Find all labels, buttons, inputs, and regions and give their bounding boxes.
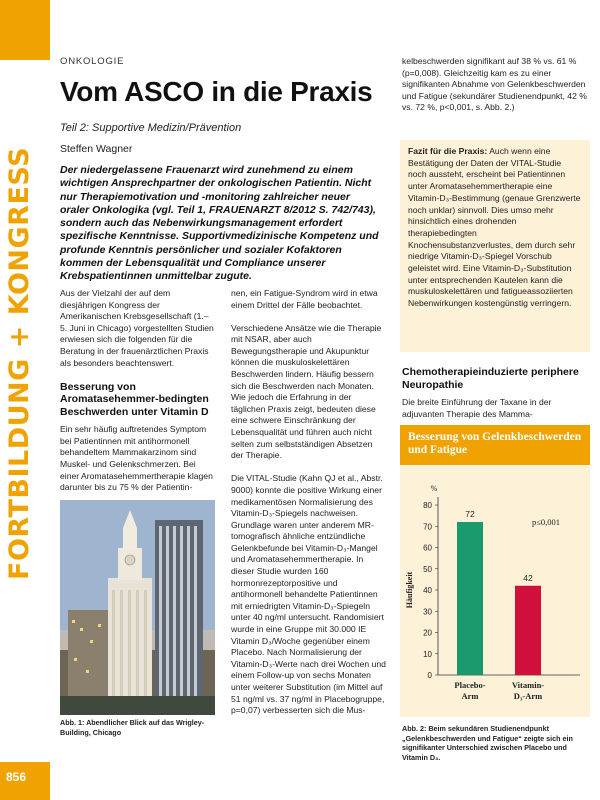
- bar-2: [515, 586, 541, 675]
- chart-bars: [454, 509, 544, 701]
- paragraph: nen, ein Fatigue-Syndrom wird in etwa einem Drittel der Fälle beobachtet.: [231, 288, 378, 310]
- y-axis-label: Häufigkeit: [405, 571, 414, 609]
- article-subtitle: Teil 2: Supportive Medizin/Prävention: [60, 122, 242, 134]
- paragraph: Ein sehr häufig auftretendes Symptom bei Patientinnen mit antihormonell behandeltem Mammakarzinom sind Muskel- und Gelenkschmerzen. Bei einer Aromatasehemmertherapie klagen darunter bis zu 75 % der Patientin-: [60, 424, 213, 493]
- x-tick-label-line1: Vitamin-: [511, 680, 545, 690]
- x-tick-label-line2: Arm: [461, 691, 479, 701]
- y-tick-label: 80: [423, 501, 432, 510]
- column-3-top: [402, 56, 587, 125]
- fazit-box: [400, 140, 590, 352]
- wrigley-building-photo: [60, 500, 215, 715]
- photo-caption: Abb. 1: Abendlicher Blick auf das Wrigley-Building, Chicago: [60, 718, 205, 737]
- y-tick-label: 60: [423, 543, 432, 553]
- y-tick-label: 50: [423, 564, 432, 574]
- paragraph: Verschiedene Ansätze wie die Therapie mit NSAR, aber auch Bewegungstherapie und Akupunktur können die muskuloskelettären Beschwerden lindern. Häufig bessern sich die Beschwerden nach Monaten. Wie jedoch die Erfahrung in der täglichen Praxis zeigt, bedeuten diese eine schwere Einschränkung der Lebensqualität und führen auch nicht selten zum selbstständigen Absetzen der Therapie.: [231, 322, 382, 461]
- y-tick-label: 10: [423, 649, 432, 659]
- data-label: 72: [465, 509, 475, 519]
- paragraph: Die VITAL-Studie (Kahn QJ et al., Abstr. 9000) konnte die positive Wirkung einer medikamentösen Normalisierung des Vitamin-D₃-Spiegels nachweisen. Grundlage waren unter anderem MR-tomografisch ähnliche entzündliche Gelenkbefunde bei Vitamin-D₃-Mangel und Aromatasehemmertherapie. In dieser Studie wurden 160 hormonrezeptorpositive und antihormonell behandelte Patientinnen mit erniedrigten Vitamin-D₃-Spiegeln unter 40 ng/ml untersucht. Randomisiert wurde in eine Gruppe mit 30.000 IE Vitamin D₃/Woche gegenüber einem Placebo. Nach Normalisierung der Vitamin-D₃-Werte nach drei Wochen und einem Follow-up von sechs Monaten unter weiterer Substitution (im Mittel auf 51 ng/ml vs. 37 ng/ml in Placebogruppe, p=0,07) verbesserten sich die Mus-: [231, 473, 386, 716]
- column-1: [60, 288, 215, 505]
- subheading: Besserung von Aromatasehemmer-bedingten Beschwerden unter Vitamin D: [60, 380, 209, 418]
- paragraph: Die breite Einführung der Taxane in der adjuvanten Therapie des Mamma-: [402, 397, 552, 419]
- bar-chart: [400, 465, 590, 717]
- sidebar: [0, 0, 50, 800]
- fazit-label: Fazit für die Praxis:: [408, 146, 488, 156]
- x-tick-label-line2: D₃-Arm: [513, 691, 543, 701]
- author: Steffen Wagner: [60, 143, 133, 155]
- fazit-text: Auch wenn eine Bestätigung der Daten der VITAL-Studie noch aussteht, erscheint bei Patientinnen unter Aromatasehemmertherapie eine Vitamin-D₃-Bestimmung (genaue Grenzwerte noch unklar) sinnvoll. Dies umso mehr hinsichtlich eines drohenden therapiebedingten Knochensubstanzverlustes, dem durch sehr niedrige Vitamin-D₃-Spiegel Vorschub geleistet wird. Eine Vitamin-D₃-Substitution unter entsprechenden Kautelen kann die muskuloskelettären und fatigueassoziierten Nebenwirkungen kostengünstig verringern.: [408, 146, 581, 309]
- section-label: ONKOLOGIE: [60, 56, 125, 67]
- data-label: 42: [523, 572, 533, 583]
- sidebar-title: FORTBILDUNG + KONGRESS: [4, 146, 35, 580]
- column-2: [231, 288, 386, 728]
- article-title: Vom ASCO in die Praxis: [60, 76, 373, 107]
- paragraph: kelbeschwerden signifikant auf 38 % vs. 61 % (p=0,008). Gleichzeitig kam es zu einer signifikanten Abnahme von Gelenkbeschwerden und Fatigue (sekundärer Studienendpunkt, 42 % vs. 72 %, p<0,001, s. Abb. 2.): [402, 56, 587, 113]
- sidebar-top-strip: [0, 0, 50, 60]
- p-value-annotation: p≤0,001: [531, 517, 561, 527]
- y-tick-label: 20: [423, 628, 432, 638]
- y-unit-label: %: [430, 484, 438, 493]
- column-3-bottom: [402, 364, 587, 432]
- page-number: 856: [6, 770, 27, 784]
- x-tick-label-line1: Placebo-: [454, 680, 486, 690]
- chart-caption: Abb. 2: Beim sekundären Studienendpunkt „Gelenkbeschwerden und Fatigue“ zeigte sich ein signifikanter Unterschied zwischen Placebo und Vitamin D₃.: [402, 724, 573, 762]
- subheading: Chemotherapieinduzierte periphere Neuropathie: [402, 366, 579, 391]
- photo-illustration: [60, 500, 215, 715]
- lead-paragraph: Der niedergelassene Frauenarzt wird zunehmend zu einem wichtigen Ansprechpartner der onkologischen Patientin. Nicht nur Therapiemotivation und -monitoring zahlreicher neuer oraler Onkologika (vgl. Teil 1, FRAUENARZT 8/2012 S. 742/743), sondern auch das Nebenwirkungsmanagement erfordert spezifische Kenntnisse. Supportivmedizinische Kompetenz und profunde Kenntnis persönlicher und sozialer Kofaktoren kommen der Lebensqualität und Compliance unserer Krebspatientinnen unmittelbar zugute.: [60, 164, 379, 283]
- y-tick-label: 30: [423, 607, 432, 617]
- bar-1: [457, 522, 483, 675]
- chart-box: [400, 425, 590, 717]
- y-tick-label: 0: [427, 671, 432, 680]
- chart-title: Besserung von Gelenkbeschwerden und Fatigue: [408, 431, 582, 456]
- chart-header: [400, 425, 590, 465]
- chart-axes: [405, 484, 580, 680]
- paragraph: Aus der Vielzahl der auf dem diesjährigen Kongress der Amerikanischen Krebsgesellschaft (1.–5. Juni in Chicago) vorgestellten Studien erwiesen sich die folgenden für die Beratung in der frauenärztlichen Praxis als besonders beachtenswert.: [60, 288, 214, 368]
- y-tick-label: 70: [423, 522, 432, 532]
- y-tick-label: 40: [423, 586, 432, 595]
